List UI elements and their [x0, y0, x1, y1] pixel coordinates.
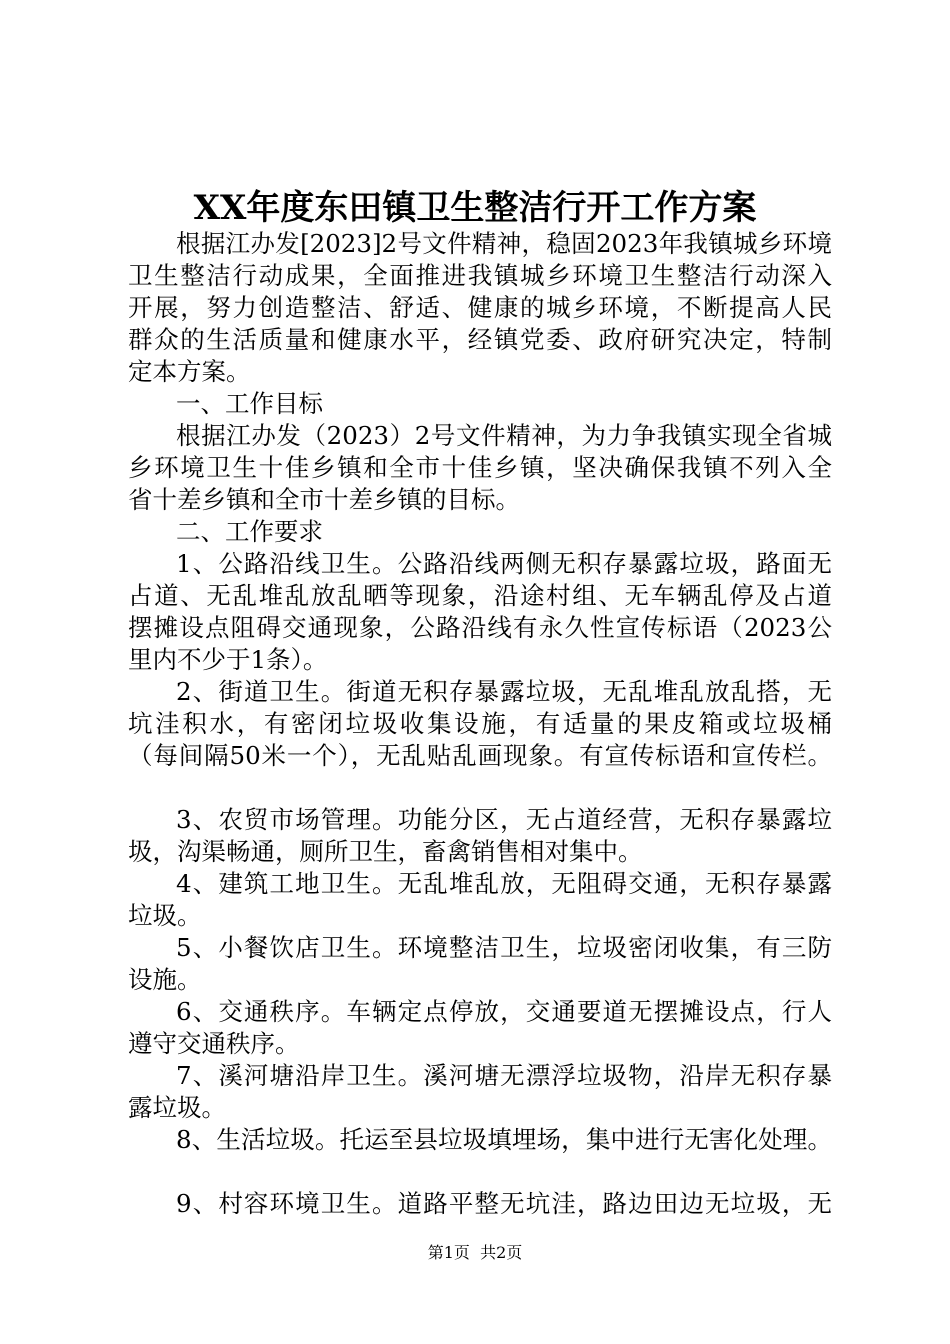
- section-heading: 一、工作目标: [176, 389, 323, 418]
- paragraph-line: 6、交通秩序。车辆定点停放，交通要道无摆摊设点，行人: [176, 997, 832, 1026]
- paragraph-line: 1、公路沿线卫生。公路沿线两侧无积存暴露垃圾，路面无: [176, 549, 832, 578]
- paragraph-line: 7、溪河塘沿岸卫生。溪河塘无漂浮垃圾物，沿岸无积存暴: [176, 1061, 832, 1090]
- paragraph-line: 乡环境卫生十佳乡镇和全市十佳乡镇，坚决确保我镇不列入全: [128, 453, 832, 482]
- paragraph-line: 占道、无乱堆乱放乱晒等现象，沿途村组、无车辆乱停及占道: [128, 581, 832, 610]
- paragraph-line: 里内不少于1条）。: [128, 645, 328, 674]
- paragraph-line: 定本方案。: [128, 357, 251, 386]
- paragraph-line: 9、村容环境卫生。道路平整无坑洼，路边田边无垃圾，无: [176, 1189, 832, 1218]
- paragraph-line: 设施。: [128, 965, 202, 994]
- paragraph-line: 开展，努力创造整洁、舒适、健康的城乡环境，不断提高人民: [128, 293, 832, 322]
- paragraph-line: 坑洼积水，有密闭垃圾收集设施，有适量的果皮箱或垃圾桶: [128, 709, 832, 738]
- paragraph-gap: [128, 1156, 832, 1188]
- document-body: [128, 228, 832, 1220]
- paragraph-line: 群众的生活质量和健康水平，经镇党委、政府研究决定，特制: [128, 325, 832, 354]
- paragraph-line: 露垃圾。: [128, 1093, 226, 1122]
- paragraph-line: 2、街道卫生。街道无积存暴露垃圾，无乱堆乱放乱搭，无: [176, 677, 832, 706]
- paragraph-line: （每间隔50米一个），无乱贴乱画现象。有宣传标语和宣传栏。: [128, 741, 832, 770]
- paragraph-line: 5、小餐饮店卫生。环境整洁卫生，垃圾密闭收集，有三防: [176, 933, 832, 962]
- section-heading: 二、工作要求: [176, 517, 323, 546]
- document-title: XX年度东田镇卫生整洁行开工作方案: [193, 188, 757, 228]
- paragraph-line: 垃圾。: [128, 901, 202, 930]
- paragraph-line: 圾，沟渠畅通，厕所卫生，畜禽销售相对集中。: [128, 837, 643, 866]
- paragraph-gap: [128, 772, 832, 804]
- paragraph-line: 根据江办发[2023]2号文件精神，稳固2023年我镇城乡环境: [176, 229, 832, 258]
- paragraph-line: 根据江办发（2023）2号文件精神，为力争我镇实现全省城: [176, 421, 832, 450]
- paragraph-line: 省十差乡镇和全市十差乡镇的目标。: [128, 485, 520, 514]
- paragraph-line: 4、建筑工地卫生。无乱堆乱放，无阻碍交通，无积存暴露: [176, 869, 832, 898]
- paragraph-line: 卫生整洁行动成果，全面推进我镇城乡环境卫生整洁行动深入: [128, 261, 832, 290]
- paragraph-line: 3、农贸市场管理。功能分区，无占道经营，无积存暴露垃: [176, 805, 832, 834]
- page-number: 第1页 共2页: [427, 1243, 523, 1262]
- paragraph-line: 遵守交通秩序。: [128, 1029, 300, 1058]
- paragraph-line: 摆摊设点阻碍交通现象，公路沿线有永久性宣传标语（2023公: [128, 613, 832, 642]
- paragraph-line: 8、生活垃圾。托运至县垃圾填埋场，集中进行无害化处理。: [176, 1125, 832, 1154]
